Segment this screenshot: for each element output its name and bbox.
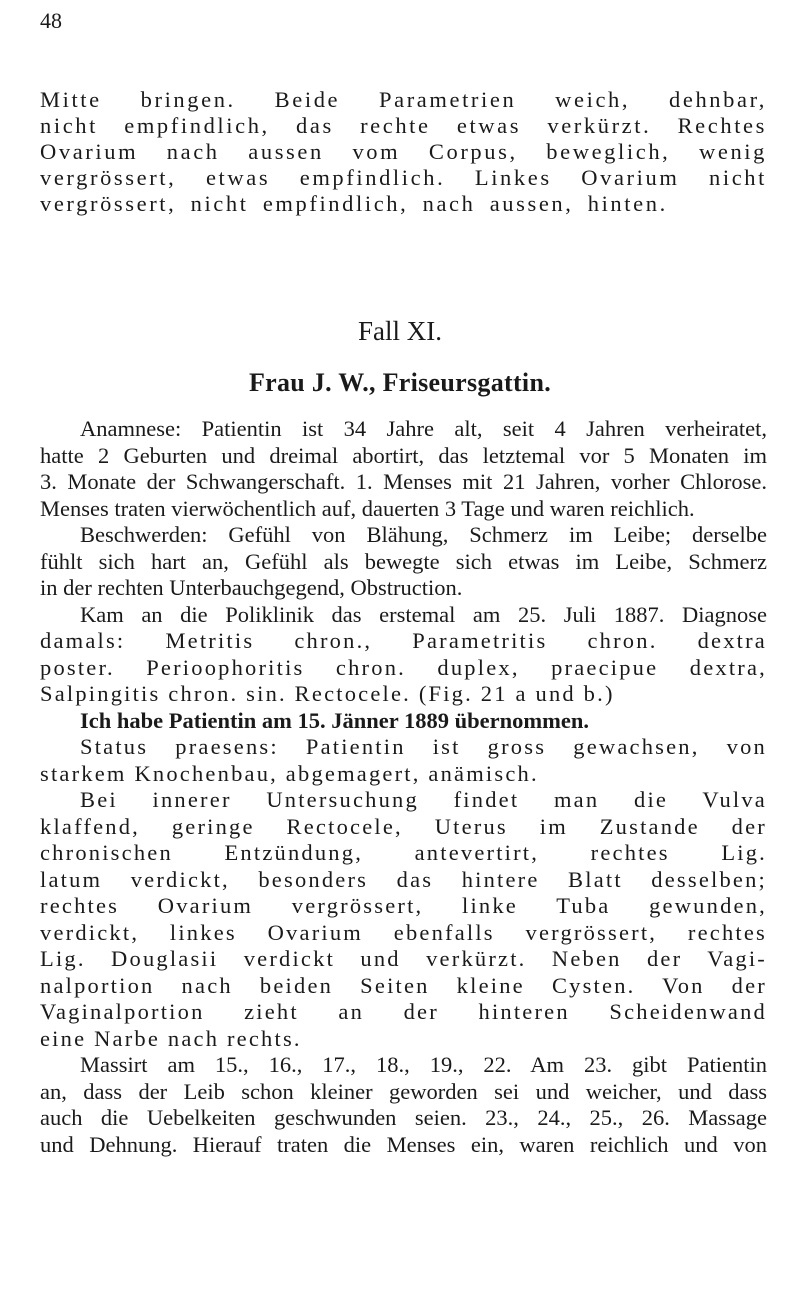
intro-paragraph — [40, 87, 767, 217]
text-line: Salpingitis chron. sin. Rectocele. (Fig. 21 a und b.) — [40, 681, 615, 706]
text-line: Ovarium nach aussen vom Corpus, beweglich, wenig — [40, 139, 767, 164]
text-line: vergrössert, etwas empfindlich. Linkes Ovarium nicht — [40, 165, 767, 190]
text-line: verdickt, linkes Ovarium ebenfalls vergrössert, rechtes — [40, 919, 767, 945]
text-line: eine Narbe nach rechts. — [40, 1025, 302, 1051]
text-line: chronischen Entzündung, antevertirt, rechtes Lig. — [40, 840, 767, 865]
case-heading: Fall XI. — [358, 316, 442, 346]
text-line: Kam an die Poliklinik das erstemal am 25. Juli 1887. Diagnose — [80, 601, 767, 627]
text-line: starkem Knochenbau, abgemagert, anämisch. — [40, 760, 539, 786]
text-line: Beschwerden: Gefühl von Blähung, Schmerz im Leibe; derselbe — [80, 522, 767, 547]
text-line: 3. Monate der Schwangerschaft. 1. Menses mit 21 Jahren, vorher Chlorose. — [40, 469, 767, 494]
text-line: damals: Metritis chron., Parametritis chron. dextra — [40, 628, 767, 653]
text-line: Status praesens: Patientin ist gross gewachsen, von — [80, 734, 767, 759]
text-line: auch die Uebelkeiten geschwunden seien. 23., 24., 25., 26. Massage — [40, 1105, 767, 1130]
text-line: Vaginalportion zieht an der hinteren Scheidenwand — [40, 999, 767, 1024]
text-line: Massirt am 15., 16., 17., 18., 19., 22. Am 23. gibt Patientin — [80, 1052, 767, 1077]
text-line: nicht empfindlich, das rechte etwas verkürzt. Rechtes — [40, 113, 767, 138]
text-line: Ich habe Patientin am 15. Jänner 1889 übernommen. — [80, 707, 589, 733]
text-line: poster. Perioophoritis chron. duplex, praecipue dextra, — [40, 654, 767, 680]
text-line: hatte 2 Geburten und dreimal abortirt, das letztemal vor 5 Monaten im — [40, 442, 767, 468]
text-line: Lig. Douglasii verdickt und verkürzt. Neben der Vagi- — [40, 946, 767, 971]
case-body — [40, 416, 767, 1158]
text-line: Mitte bringen. Beide Parametrien weich, dehnbar, — [40, 87, 767, 112]
text-line: und Dehnung. Hierauf traten die Menses ein, waren reichlich und von — [40, 1131, 767, 1157]
page-number: 48 — [40, 8, 62, 33]
case-subheading: Frau J. W., Friseursgattin. — [248, 368, 552, 397]
text-line: in der rechten Unterbauchgegend, Obstruction. — [40, 575, 463, 600]
text-line: rechtes Ovarium vergrössert, linke Tuba gewunden, — [40, 893, 767, 918]
text-line: fühlt sich hart an, Gefühl als bewegte sich etwas im Leibe, Schmerz — [40, 548, 767, 574]
text-line: klaffend, geringe Rectocele, Uterus im Zustande der — [40, 813, 767, 839]
text-line: vergrössert, nicht empfindlich, nach aussen, hinten. — [40, 191, 668, 216]
text-line: an, dass der Leib schon kleiner geworden sei und weicher, und dass — [40, 1078, 767, 1104]
text-line: Anamnese: Patientin ist 34 Jahre alt, seit 4 Jahren verheiratet, — [80, 416, 767, 441]
text-line: latum verdickt, besonders das hintere Blatt desselben; — [40, 866, 767, 892]
text-line: Menses traten vierwöchentlich auf, dauerten 3 Tage und waren reichlich. — [40, 495, 695, 521]
text-line: Bei innerer Untersuchung findet man die Vulva — [80, 787, 767, 812]
text-line: nalportion nach beiden Seiten kleine Cysten. Von der — [40, 972, 767, 998]
